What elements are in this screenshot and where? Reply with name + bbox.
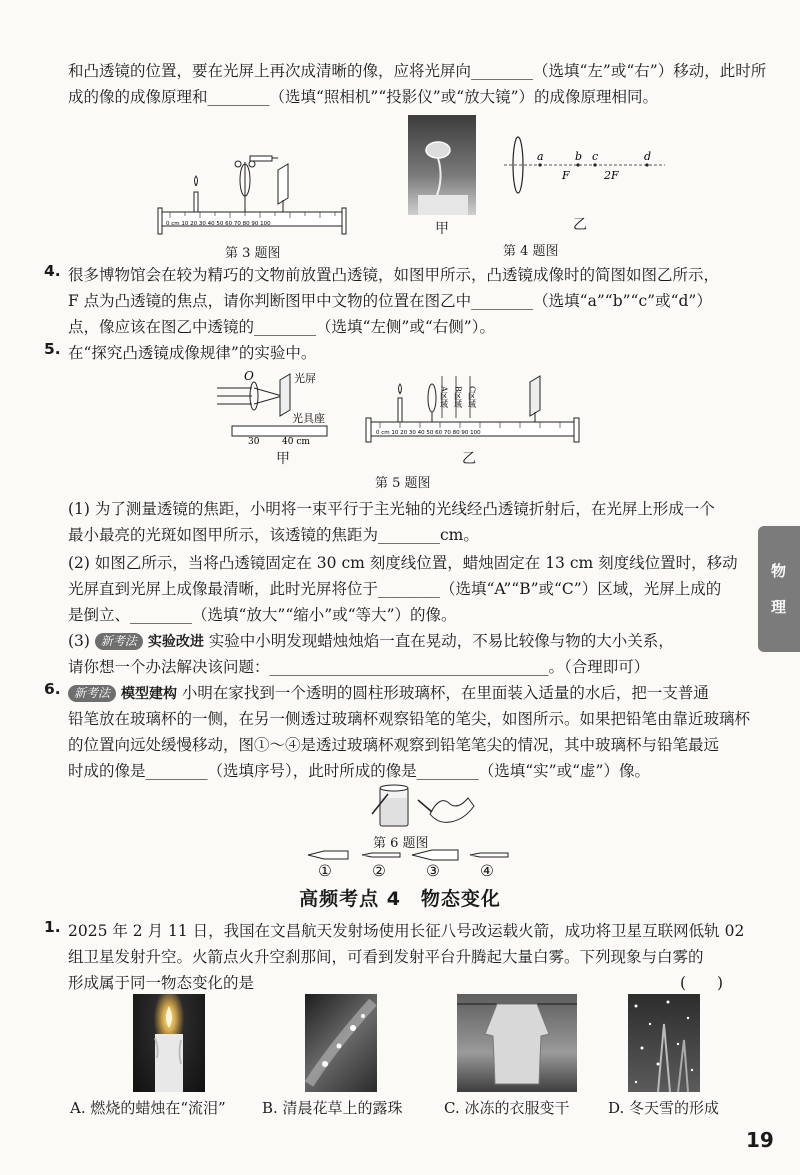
fig5-zone-B: B区域 bbox=[453, 386, 463, 408]
side-tab-char-1: 物 bbox=[771, 562, 787, 580]
pencil-label-1: ① bbox=[318, 862, 332, 880]
option-a[interactable]: A. 燃烧的蜡烛在“流泪” bbox=[70, 1099, 226, 1117]
fig4-lens-diagram bbox=[500, 135, 670, 195]
q4-line-2: F 点为凸透镜的焦点，请你判断图甲中文物的位置在图乙中________（选填“a”“b”“c”或“d”） bbox=[68, 292, 712, 310]
fig5-zone-A: A区域 bbox=[439, 386, 449, 408]
fig5-label-yi: 乙 bbox=[462, 451, 476, 467]
q5-sub2-line-1: (2) 如图乙所示，当将凸透镜固定在 30 cm 刻度线位置，蜡烛固定在 13 cm 刻度线位置时，移动 bbox=[68, 554, 738, 572]
option-d-snow-photo bbox=[628, 994, 700, 1092]
side-tab-char-2: 理 bbox=[771, 598, 787, 616]
fig6-caption: 第 6 题图 bbox=[373, 836, 429, 851]
option-b[interactable]: B. 清晨花草上的露珠 bbox=[262, 1099, 403, 1117]
fig3-caption: 第 3 题图 bbox=[225, 246, 281, 261]
q6-keyword: 模型建构 bbox=[120, 686, 177, 702]
fig4-point-b: b bbox=[575, 150, 583, 163]
pencil-label-3: ③ bbox=[426, 862, 440, 880]
q5-sub1-line-1: (1) 为了测量透镜的焦距，小明将一束平行于主光轴的光线经凸透镜折射后，在光屏上形成一个 bbox=[68, 500, 715, 518]
s4q1-line-1: 2025 年 2 月 11 日，我国在文昌航天发射场使用长征八号改运载火箭，成功将卫星互联网低轨 02 bbox=[68, 922, 745, 940]
q4-number: 4. bbox=[44, 262, 61, 280]
pencil-label-4: ④ bbox=[480, 862, 494, 880]
fig4-magnifier-photo bbox=[408, 115, 476, 215]
q6-line-4: 时成的像是________（选填序号），此时所成的像是________（选填“实”或“虚”）像。 bbox=[68, 762, 650, 780]
q4-line-1: 很多博物馆会在较为精巧的文物前放置凸透镜，如图甲所示，凸透镜成像时的简图如图乙所示， bbox=[68, 266, 720, 284]
fig4-point-a: a bbox=[537, 150, 544, 163]
fig6-glass-and-pencil bbox=[370, 784, 480, 828]
q5-number: 5. bbox=[44, 340, 61, 358]
option-a-candle-photo bbox=[133, 994, 205, 1092]
fig4-label-jia: 甲 bbox=[435, 221, 449, 237]
fig5-zone-C: C区域 bbox=[467, 386, 477, 409]
q5-sub2-line-2: 光屏直到光屏上成像最清晰，此时光屏将位于________（选填“A”“B”或“C”）区域，光屏上成的 bbox=[68, 580, 722, 598]
fig4-label-yi: 乙 bbox=[573, 217, 587, 233]
intro-line-2: 成的像的成像原理和________（选填“照相机”“投影仪”或“放大镜”）的成像原理相同。 bbox=[68, 88, 659, 106]
intro-line-1: 和凸透镜的位置，要在光屏上再次成清晰的像，应将光屏向________（选填“左”或“右”）移动，此时所 bbox=[68, 62, 767, 80]
q6-line-3: 的位置向远处缓慢移动，图①～④是透过玻璃杯观察到铅笔笔尖的情况，其中玻璃杯与铅笔最远 bbox=[68, 736, 720, 754]
fig4-focus-F: F bbox=[562, 169, 570, 182]
q6-number: 6. bbox=[44, 680, 61, 698]
section-title: 高频考点 4 物态变化 bbox=[299, 888, 501, 910]
svg-text:0 cm 10 20 30 40 50 60 70 80 9: 0 cm 10 20 30 40 50 60 70 80 90 100 bbox=[376, 430, 481, 436]
q5-keyword: 实验改进 bbox=[147, 634, 204, 650]
page-number: 19 bbox=[746, 1128, 774, 1152]
s4q1-line-2: 组卫星发射升空。火箭点火升空刹那间，可看到发射平台升腾起大量白雾。下列现象与白雾的 bbox=[68, 948, 704, 966]
q6-line-2: 铅笔放在玻璃杯的一侧，在另一侧透过玻璃杯观察铅笔的笔尖，如图所示。如果把铅笔由靠近玻璃杯 bbox=[68, 710, 751, 728]
q5-sub3-line-1 bbox=[68, 628, 674, 655]
fig5-ruler-30: 30 bbox=[248, 437, 260, 446]
pencil-label-2: ② bbox=[372, 862, 386, 880]
q6-line-1-text: 小明在家找到一个透明的圆柱形玻璃杯，在里面装入适量的水后，把一支普通 bbox=[181, 684, 709, 702]
fig5-label-O: O bbox=[244, 369, 254, 383]
fig4-point-d: d bbox=[644, 150, 652, 163]
q5-sub3-text: 实验中小明发现蜡烛烛焰一直在晃动，不易比较像与物的大小关系， bbox=[208, 632, 674, 650]
fig5-jia-focal-setup bbox=[212, 366, 342, 446]
option-c-frozen-clothes-photo bbox=[457, 994, 577, 1092]
q6-new-method-tag: 新考法 bbox=[68, 685, 116, 702]
q5-sub1-line-2: 最小最亮的光斑如图甲所示，该透镜的焦距为________cm。 bbox=[68, 526, 479, 544]
q4-line-3: 点，像应该在图乙中透镜的________（选填“左侧”或“右侧”）。 bbox=[68, 318, 495, 336]
option-d[interactable]: D. 冬天雪的形成 bbox=[608, 1099, 720, 1117]
fig5-yi-optical-bench bbox=[360, 372, 585, 447]
q5-sub3-prefix: (3) bbox=[68, 632, 90, 650]
q5-line-1: 在“探究凸透镜成像规律”的实验中。 bbox=[68, 344, 317, 362]
option-b-dew-photo bbox=[305, 994, 377, 1092]
q5-new-method-tag: 新考法 bbox=[95, 633, 143, 650]
q5-sub3-line-2: 请你想一个办法解决该问题：____________________________________。（合理即可） bbox=[68, 658, 650, 676]
s4q1-answer-bracket: ( ) bbox=[680, 974, 724, 992]
fig5-ruler-40: 40 cm bbox=[282, 437, 310, 446]
q5-sub2-line-3: 是倒立、________（选填“放大”“缩小”或“等大”）的像。 bbox=[68, 606, 457, 624]
fig5-label-base: 光具座 bbox=[292, 412, 325, 425]
fig4-point-c: c bbox=[592, 150, 599, 163]
fig4-focus-2F: 2F bbox=[604, 169, 619, 182]
svg-text:0 cm 10 20 30 40 50 60 70 80 9: 0 cm 10 20 30 40 50 60 70 80 90 100 bbox=[166, 221, 271, 227]
fig5-label-jia: 甲 bbox=[276, 451, 290, 467]
s4q1-number: 1. bbox=[44, 918, 61, 936]
fig5-caption: 第 5 题图 bbox=[375, 476, 431, 491]
option-c[interactable]: C. 冰冻的衣服变干 bbox=[444, 1099, 570, 1117]
fig5-label-screen: 光屏 bbox=[294, 372, 316, 385]
s4q1-line-3: 形成属于同一物态变化的是 bbox=[68, 974, 255, 992]
subject-side-tab bbox=[758, 526, 800, 652]
fig4-caption: 第 4 题图 bbox=[503, 244, 559, 259]
fig3-optical-bench bbox=[150, 150, 350, 240]
q6-line-1 bbox=[68, 680, 709, 707]
